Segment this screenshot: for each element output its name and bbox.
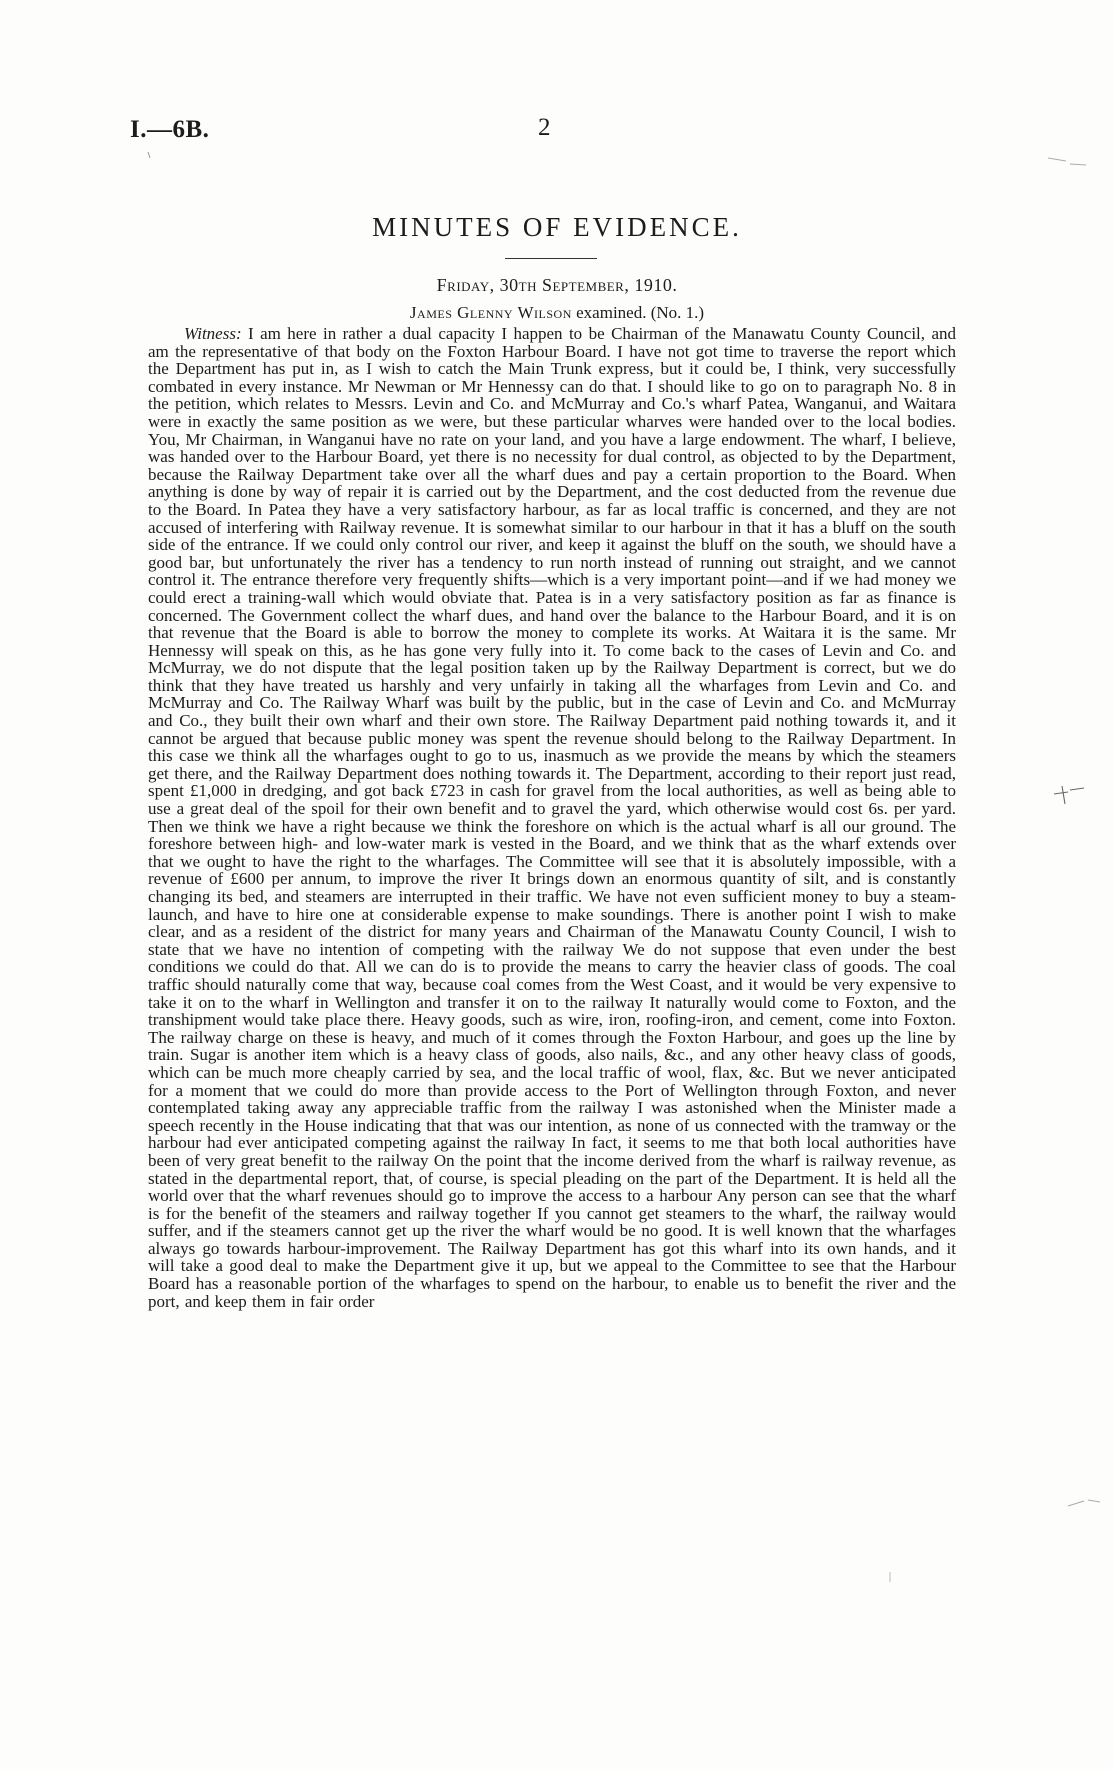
scan-mark-dash-top	[1046, 154, 1090, 168]
witness-status: examined. (No. 1.)	[576, 303, 705, 322]
page-title: MINUTES OF EVIDENCE.	[372, 212, 742, 242]
scan-mark-margin	[1052, 782, 1092, 808]
session-date: Friday, 30th September, 1910.	[436, 275, 678, 295]
evidence-text: I am here in rather a dual capacity I happen to be Chairman of the Manawatu County Council, and am the representative of that body on the Foxton Harbour Board. I have not got time to traverse the report which the Department has put in, as I wish to catch the Main Trunk express, but it could be, I think, very successfully combated in every instance. Mr Newman or Mr Hennessy can do that. I should like to go on to paragraph No. 8 in the petition, which relates to Messrs. Levin and Co. and McMurray and Co.'s wharf Patea, Wanganui, and Waitara were in exactly the same position as we were, but these particular wharves were handed over to the local bodies. You, Mr Chairman, in Wanganui have no rate on your land, and you have a large endowment. The wharf, I believe, was handed over to the Harbour Board, yet there is no necessity for dual control, as objected to by the Department, because the Railway Department take over all the wharf dues and pay a certain proportion to the Board. When anything is done by way of repair it is carried out by the Department, and the cost deducted from the revenue due to the Board. In Patea they have a very satisfactory harbour, as far as local traffic is concerned, and they are not accused of interfering with Railway revenue. It is somewhat similar to our harbour in that it has a bluff on the south side of the entrance. If we could only control our river, and keep it against the bluff on the south, we should have a good bar, but unfortunately the river has a tendency to run north instead of running out straight, and we cannot control it. The entrance therefore very frequently shifts—which is a very important point—and if we had money we could erect a training-wall which would obviate that. Patea is in a very satisfactory position as far as finance is concerned. The Government collect the wharf dues, and hand over the balance to the Harbour Board, and it is on that revenue that the Board is able to borrow the money to complete its works. At Waitara it is the same. Mr Hennessy will speak on this, as he has gone very fully into it. To come back to the cases of Levin and Co. and McMurray, we do not dispute that the legal position taken up by the Railway Department is correct, but we do think that they have treated us harshly and very unfairly in taking all the wharfages from Levin and Co. and McMurray and Co. The Railway Wharf was built by the public, but in the case of Levin and Co. and McMurray and Co., they built their own wharf and their own store. The Railway Department paid nothing towards it, and it cannot be argued that because public money was spent the revenue should belong to the Railway Department. In this case we think all the wharfages ought to go to us, inasmuch as we provide the means by which the steamers get there, and the Railway Department does nothing towards it. The Department, according to their report just read, spent £1,000 in dredging, and got back £723 in cash for gravel from the local authorities, as well as being able to use a great deal of the spoil for their own benefit and to gravel the yard, which otherwise would cost 6s. per yard. Then we think we have a right because we think the foreshore on which is the actual wharf is all our ground. The foreshore between high- and low-water mark is vested in the Board, and we think that as the wharf extends over that we ought to have the right to the wharfages. The Committee will see that it is absolutely impossible, with a revenue of £600 per annum, to improve the river It brings down an enormous quantity of silt, and is constantly changing its bed, and steamers are interrupted in their traffic. We have not even sufficient money to buy a steam-launch, and have to hire one at considerable expense to make soundings. There is another point I wish to make clear, and as a resident of the district for many years and Chairman of the Manawatu County Council, I wish to state that we have no intention of competing with the railway We do not suppose that even under the best conditions we could do that. All we can do is to provide the means to carry the heavier class of goods. The coal traffic should naturally come that way, because coal comes from the West Coast, and it would be very expensive to take it on to the wharf in Wellington and transfer it on to the railway It naturally would come to Foxton, and the transhipment would take place there. Heavy goods, such as wire, iron, roofing-iron, and cement, come into Foxton. The railway charge on these is heavy, and much of it comes through the Foxton Harbour, and goes up the line by train. Sugar is another item which is a heavy class of goods, also nails, &c., and any other heavy class of goods, which can be much more cheaply carried by sea, and the local traffic of wool, flax, &c. But we never anticipated for a moment that we could do more than provide access to the Port of Wellington through Foxton, and never contemplated taking away any appreciable traffic from the railway I was astonished when the Minister made a speech recently in the House indicating that that was our intention, as none of us connected with the tramway or the harbour had ever anticipated competing against the railway In fact, it seems to me that both local authorities have been of very great benefit to the railway On the point that the income derived from the wharf is railway revenue, as stated in the departmental report, that, of course, is special pleading on the part of the Department. It is held all the world over that the wharf revenues should go to improve the access to a harbour Any person can see that the wharf is for the benefit of the steamers and railway together If you cannot get steamers to the wharf, the railway would suffer, and if the steamers cannot get up the river the wharf would be no good. It is well known that the wharfages always go towards harbour-improvement. The Railway Department has got this wharf into its own hands, and it will take a good deal to make the Department give it up, but we appeal to the Committee to see that the Harbour Board has a reasonable portion of the wharfages to spend on the harbour, to enable us to benefit the river and the port, and keep them in fair order	[148, 324, 956, 1311]
evidence-paragraph	[148, 325, 956, 1310]
title-rule	[505, 258, 597, 259]
page-reference: I.—6B.	[130, 116, 210, 143]
scan-mark-dash-bottom	[1066, 1496, 1106, 1512]
witness-name: James Glenny Wilson	[409, 303, 572, 322]
page-number: 2	[538, 114, 551, 141]
scan-mark-tick	[146, 150, 154, 160]
witness-heading	[0, 303, 1114, 323]
scan-mark-speck	[887, 1570, 893, 1584]
speaker-label: Witness:	[184, 324, 242, 343]
